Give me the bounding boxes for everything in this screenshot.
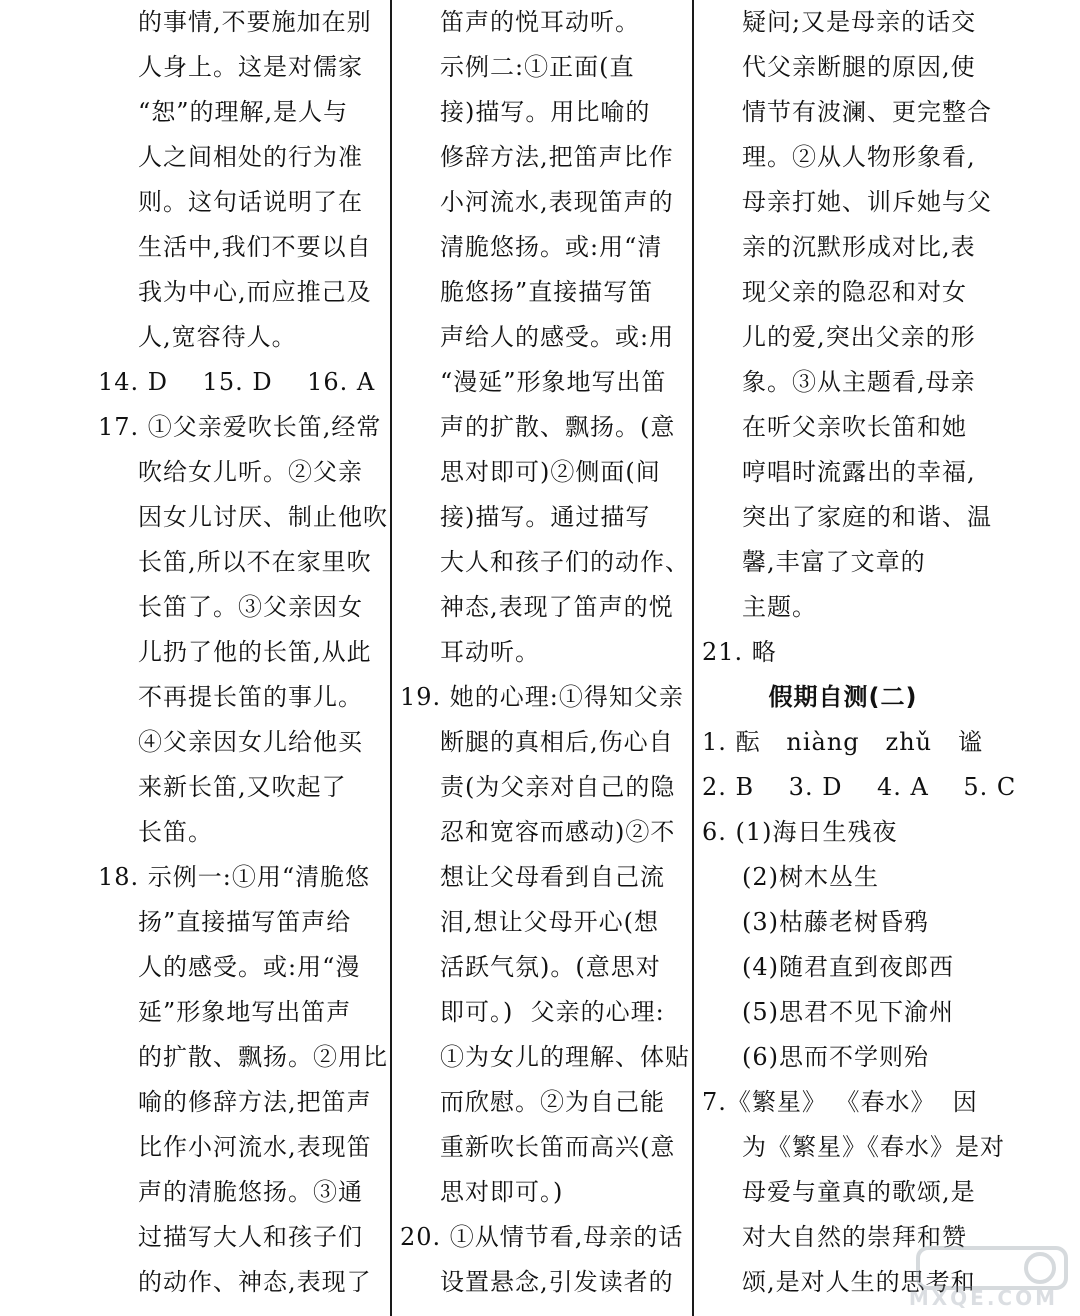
text-line: 生活中,我们不要以自 [138,233,372,261]
text-line: 2. B 3. D 4. A 5. C [702,773,1017,801]
text-line: 人身上。这是对儒家 [138,53,363,81]
text-line: (4)随君直到夜郎西 [742,953,954,981]
text-line: 代父亲断腿的原因,使 [742,53,976,81]
text-line: 突出了家庭的和谐、温 [742,503,992,531]
text-line: 来新长笛,又吹起了 [138,773,347,801]
text-line: 耳动听。 [440,638,540,666]
text-line: 吹给女儿听。②父亲 [138,458,363,486]
text-line: 设置悬念,引发读者的 [440,1268,674,1296]
text-line: 不再提长笛的事儿。 [138,683,363,711]
text-line: 情节有波澜、更完整合 [742,98,992,126]
text-line: 则。这句话说明了在 [138,188,363,216]
text-line: 17. ①父亲爱吹长笛,经常 [98,413,382,441]
text-line: 因女儿讨厌、制止他吹 [138,503,388,531]
text-line: 7.《繁星》 《春水》 因 [702,1088,978,1116]
text-line: 思对即可)②侧面(间 [440,458,661,486]
text-line: 声给人的感受。或:用 [440,323,675,351]
text-line: 馨,丰富了文章的 [742,548,926,576]
text-line: 母亲打她、训斥她与父 [742,188,992,216]
text-line: 儿的爱,突出父亲的形 [742,323,976,351]
text-line: 主题。 [742,593,817,621]
text-line: (6)思而不学则殆 [742,1043,929,1071]
watermark-text: MXQE.COM [908,1286,1058,1310]
text-line: 21. 略 [702,638,777,666]
text-line: 为《繁星》《春水》是对 [742,1133,1005,1161]
text-line: 责(为父亲对自己的隐 [440,773,676,801]
text-line: 18. 示例一:①用“清脆悠 [98,863,371,891]
section-heading: 假期自测(二) [768,683,918,711]
text-line: 笛声的悦耳动听。 [440,8,640,36]
text-line: (2)树木丛生 [742,863,879,891]
text-line: 现父亲的隐忍和对女 [742,278,967,306]
text-line: 清脆悠扬。或:用“清 [440,233,663,261]
text-line: 思对即可。) [440,1178,564,1206]
text-line: 的动作、神态,表现了 [138,1268,372,1296]
text-line: 活跃气氛)。(意思对 [440,953,661,981]
column-right [702,0,1017,1316]
text-line: 1. 酝 niàng zhǔ 谧 [702,728,984,756]
text-line: 想让父母看到自己流 [440,863,665,891]
text-line: 声的扩散、飘扬。(意 [440,413,676,441]
text-line: 长笛。 [138,818,213,846]
text-line: 声的清脆悠扬。③通 [138,1178,363,1206]
text-line: 20. ①从情节看,母亲的话 [400,1223,684,1251]
text-line: 母爱与童真的歌颂,是 [742,1178,976,1206]
text-line: ①为女儿的理解、体贴 [440,1043,690,1071]
text-line: 即可。) 父亲的心理: [440,998,665,1026]
text-line: 而欣慰。②为自己能 [440,1088,665,1116]
text-line: 小河流水,表现笛声的 [440,188,674,216]
text-line: 疑问;又是母亲的话交 [742,8,977,36]
text-line: 过描写大人和孩子们 [138,1223,363,1251]
text-line: 延”形象地写出笛声 [138,998,352,1026]
text-line: “漫延”形象地写出笛 [440,368,667,396]
text-line: “恕”的理解,是人与 [138,98,349,126]
text-line: 忍和宽容而感动)②不 [440,818,676,846]
text-line: ④父亲因女儿给他买 [138,728,363,756]
text-line: 人之间相处的行为准 [138,143,363,171]
text-line: 人,宽容待人。 [138,323,297,351]
column-left [98,0,388,1316]
text-line: 6. (1)海日生残夜 [702,818,898,846]
text-line: 19. 她的心理:①得知父亲 [400,683,684,711]
text-line: 哼唱时流露出的幸福, [742,458,976,486]
text-line: 接)描写。通过描写 [440,503,651,531]
column-middle [400,0,690,1316]
text-line: 泪,想让父母开心(想 [440,908,659,936]
text-line: 接)描写。用比喻的 [440,98,651,126]
text-line: 比作小河流水,表现笛 [138,1133,372,1161]
text-line: 喻的修辞方法,把笛声 [138,1088,372,1116]
column-divider [390,0,392,1316]
text-line: 重新吹长笛而高兴(意 [440,1133,676,1161]
text-line: 的事情,不要施加在别 [138,8,372,36]
text-line: 象。③从主题看,母亲 [742,368,976,396]
text-line: 长笛,所以不在家里吹 [138,548,372,576]
text-line: 扬”直接描写笛声给 [138,908,352,936]
text-line: 长笛了。③父亲因女 [138,593,363,621]
text-line: 人的感受。或:用“漫 [138,953,361,981]
watermark-logo [908,1242,1072,1312]
column-divider [692,0,694,1316]
text-line: (3)枯藤老树昏鸦 [742,908,929,936]
text-line: 理。②从人物形象看, [742,143,976,171]
text-line: 断腿的真相后,伤心自 [440,728,674,756]
text-line: 对大自然的崇拜和赞 [742,1223,967,1251]
text-line: 我为中心,而应推己及 [138,278,372,306]
text-line: (5)思君不见下渝州 [742,998,954,1026]
text-line: 修辞方法,把笛声比作 [440,143,674,171]
text-line: 大人和孩子们的动作、 [440,548,690,576]
text-line: 脆悠扬”直接描写笛 [440,278,654,306]
text-line: 的扩散、飘扬。②用比 [138,1043,388,1071]
text-line: 颂,是对人生的思考和 [742,1268,976,1296]
text-line: 示例二:①正面(直 [440,53,635,81]
text-line: 在听父亲吹长笛和她 [742,413,967,441]
text-line: 亲的沉默形成对比,表 [742,233,976,261]
text-line: 14. D 15. D 16. A [98,368,376,396]
text-line: 儿扔了他的长笛,从此 [138,638,372,666]
text-line: 神态,表现了笛声的悦 [440,593,674,621]
